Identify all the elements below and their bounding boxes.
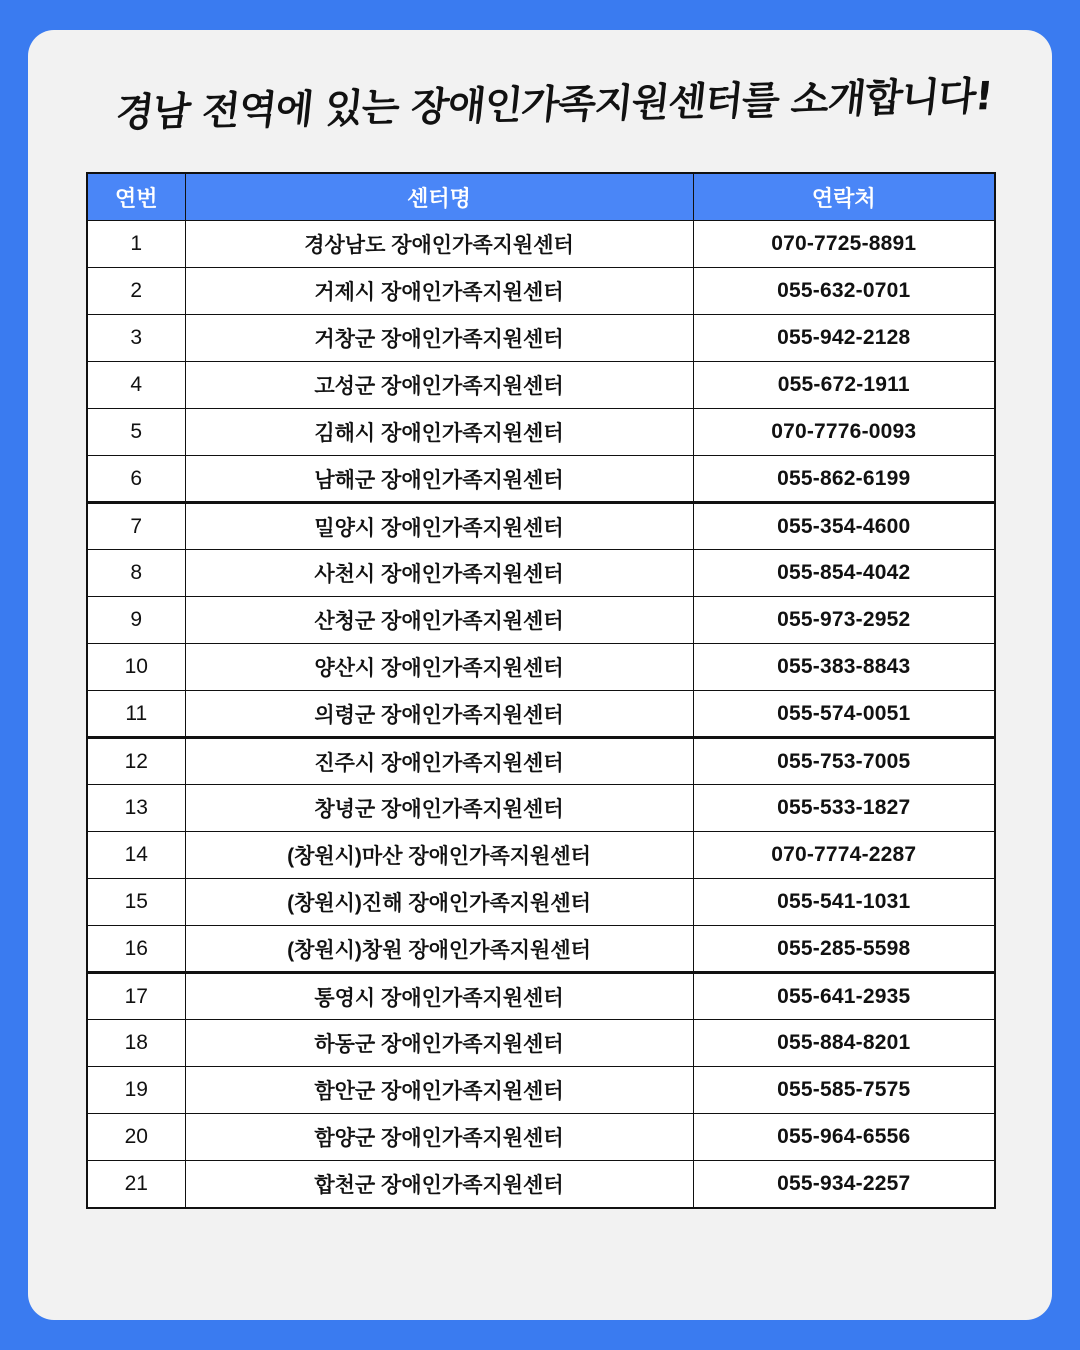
cell-center-name: (창원시)진해 장애인가족지원센터 [185,879,693,926]
column-header-name: 센터명 [185,173,693,221]
table-row [87,456,995,503]
cell-no: 14 [87,832,185,879]
table-header-row [87,173,995,221]
cell-no: 2 [87,268,185,315]
cell-no: 6 [87,456,185,503]
cell-phone-number[interactable]: 055-753-7005 [693,738,995,785]
cell-phone-number[interactable]: 055-934-2257 [693,1161,995,1208]
table-row [87,221,995,268]
table-row [87,1114,995,1161]
table-row [87,644,995,691]
table-row [87,785,995,832]
cell-phone-number[interactable]: 070-7774-2287 [693,832,995,879]
cell-no: 18 [87,1020,185,1067]
cell-center-name: 밀양시 장애인가족지원센터 [185,503,693,550]
cell-center-name: 함안군 장애인가족지원센터 [185,1067,693,1114]
cell-phone-number[interactable]: 055-862-6199 [693,456,995,503]
cell-center-name: 하동군 장애인가족지원센터 [185,1020,693,1067]
cell-center-name: 남해군 장애인가족지원센터 [185,456,693,503]
cell-phone-number[interactable]: 055-632-0701 [693,268,995,315]
column-header-no: 연번 [87,173,185,221]
cell-phone-number[interactable]: 055-942-2128 [693,315,995,362]
table-row [87,597,995,644]
cell-phone-number[interactable]: 055-354-4600 [693,503,995,550]
cell-no: 9 [87,597,185,644]
cell-no: 19 [87,1067,185,1114]
cell-no: 10 [87,644,185,691]
cell-center-name: 거제시 장애인가족지원센터 [185,268,693,315]
center-list-table [86,172,996,1209]
cell-no: 4 [87,362,185,409]
cell-center-name: 사천시 장애인가족지원센터 [185,550,693,597]
cell-center-name: 함양군 장애인가족지원센터 [185,1114,693,1161]
cell-phone-number[interactable]: 055-533-1827 [693,785,995,832]
column-header-tel: 연락처 [693,173,995,221]
table-row [87,973,995,1020]
cell-phone-number[interactable]: 055-973-2952 [693,597,995,644]
content-card [28,30,1052,1320]
cell-center-name: 김해시 장애인가족지원센터 [185,409,693,456]
cell-no: 16 [87,926,185,973]
table-row [87,832,995,879]
cell-no: 17 [87,973,185,1020]
cell-no: 13 [87,785,185,832]
cell-center-name: 산청군 장애인가족지원센터 [185,597,693,644]
cell-no: 11 [87,691,185,738]
cell-phone-number[interactable]: 055-641-2935 [693,973,995,1020]
cell-phone-number[interactable]: 055-585-7575 [693,1067,995,1114]
cell-no: 8 [87,550,185,597]
cell-phone-number[interactable]: 055-285-5598 [693,926,995,973]
cell-phone-number[interactable]: 055-964-6556 [693,1114,995,1161]
table-row [87,315,995,362]
cell-center-name: 통영시 장애인가족지원센터 [185,973,693,1020]
cell-no: 5 [87,409,185,456]
cell-center-name: 고성군 장애인가족지원센터 [185,362,693,409]
cell-no: 12 [87,738,185,785]
table-row [87,1161,995,1208]
cell-no: 20 [87,1114,185,1161]
cell-phone-number[interactable]: 070-7776-0093 [693,409,995,456]
table-row [87,691,995,738]
cell-no: 15 [87,879,185,926]
table-header [87,173,995,221]
cell-center-name: 양산시 장애인가족지원센터 [185,644,693,691]
cell-center-name: 경상남도 장애인가족지원센터 [185,221,693,268]
table-body [87,221,995,1208]
cell-center-name: (창원시)창원 장애인가족지원센터 [185,926,693,973]
cell-center-name: (창원시)마산 장애인가족지원센터 [185,832,693,879]
cell-no: 7 [87,503,185,550]
table-row [87,926,995,973]
page-title: 경남 전역에 있는 장애인가족지원센터를 소개합니다! [113,74,995,136]
cell-center-name: 의령군 장애인가족지원센터 [185,691,693,738]
cell-phone-number[interactable]: 070-7725-8891 [693,221,995,268]
table-row [87,738,995,785]
cell-phone-number[interactable]: 055-672-1911 [693,362,995,409]
table-row [87,1067,995,1114]
table-row [87,879,995,926]
cell-center-name: 창녕군 장애인가족지원센터 [185,785,693,832]
table-row [87,362,995,409]
table-row [87,409,995,456]
cell-phone-number[interactable]: 055-541-1031 [693,879,995,926]
cell-no: 3 [87,315,185,362]
cell-phone-number[interactable]: 055-884-8201 [693,1020,995,1067]
cell-center-name: 거창군 장애인가족지원센터 [185,315,693,362]
table-row [87,1020,995,1067]
table-row [87,503,995,550]
cell-no: 1 [87,221,185,268]
cell-phone-number[interactable]: 055-574-0051 [693,691,995,738]
cell-phone-number[interactable]: 055-383-8843 [693,644,995,691]
cell-center-name: 합천군 장애인가족지원센터 [185,1161,693,1208]
table-row [87,268,995,315]
table-row [87,550,995,597]
cell-center-name: 진주시 장애인가족지원센터 [185,738,693,785]
cell-phone-number[interactable]: 055-854-4042 [693,550,995,597]
cell-no: 21 [87,1161,185,1208]
